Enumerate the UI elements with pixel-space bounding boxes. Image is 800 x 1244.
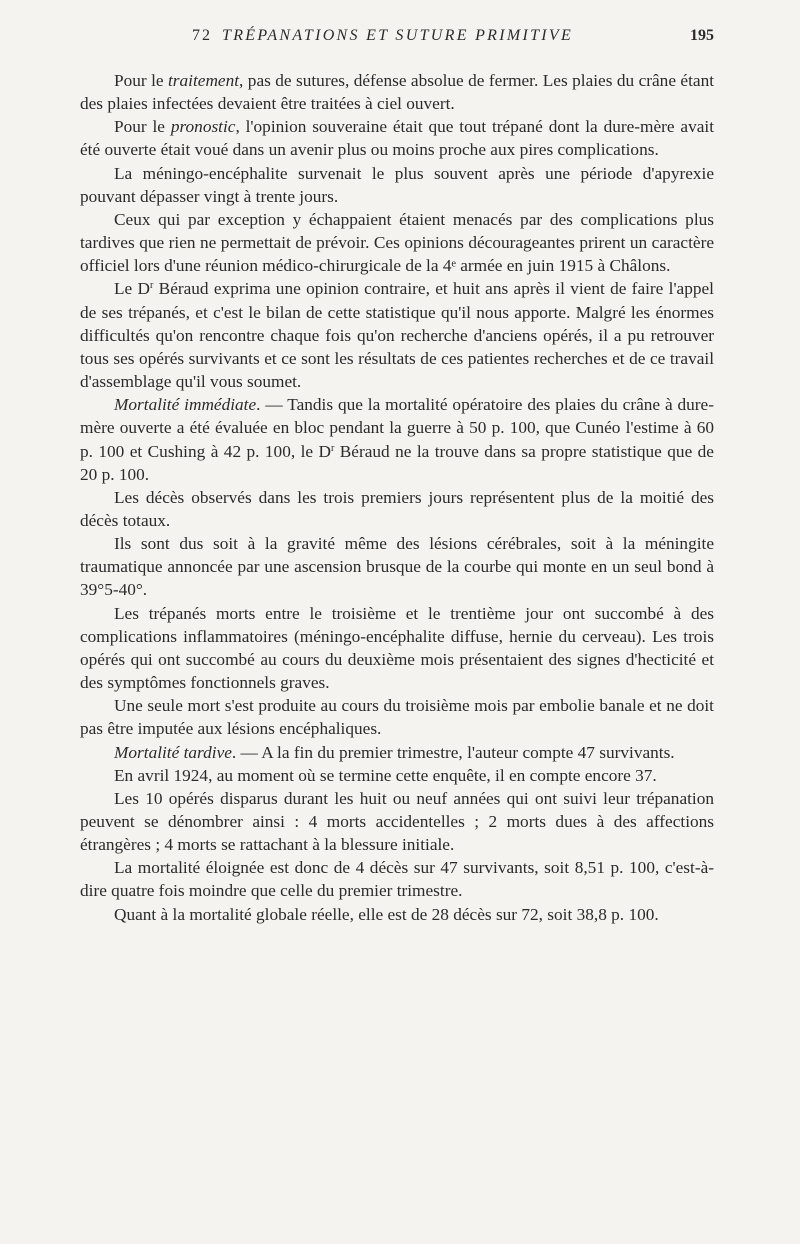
paragraph: Une seule mort s'est produite au cours du troisième mois par embolie banale et ne doit pas être imputée aux lésions encéphaliques. [80,696,714,739]
chapter-number: 72 [192,27,212,44]
paragraph: Les décès observés dans les trois premiers jours représentent plus de la moitié des décès totaux. [80,487,714,530]
page-number: 195 [690,27,714,44]
paragraph-pronostic: Pour le pronostic, l'opinion souveraine était que tout trépané dont la dure-mère avait été ouverte était voué dans un avenir plus ou moins proche aux pires complications. [80,117,714,160]
paragraph: Les trépanés morts entre le troisième et le trentième jour ont succombé à des complications inflammatoires (méningo-encéphalite diffuse, hernie du cerveau). Les trois opérés qui ont succombé au cours du deuxième mois présentaient des signes d'hecticité et des symptômes fonctionnels graves. [80,603,714,693]
body-text [80,69,714,926]
paragraph: Ils sont dus soit à la gravité même des lésions cérébrales, soit à la méningite traumatique annoncée par une ascension brusque de la courbe qui monte en un seul bond à 39°5-40°. [80,534,714,600]
paragraph: Ceux qui par exception y échappaient étaient menacés par des complications plus tardives que rien ne permettait de prévoir. Ces opinions décourageantes prirent un caractère officiel lors d'une réunion médico-chirurgicale de la 4ᵉ armée en juin 1915 à Châlons. [80,209,714,276]
paragraph-traitement: Pour le traitement, pas de sutures, défense absolue de fermer. Les plaies du crâne étant des plaies infectées devaient être traitées à ciel ouvert. [80,71,715,114]
running-header [192,27,714,49]
paragraph: En avril 1924, au moment où se termine cette enquête, il en compte encore 37. [114,765,657,785]
paragraph: Les 10 opérés disparus durant les huit ou neuf années qui ont suivi leur trépanation peuvent se dénombrer ainsi : 4 morts accidentelles ; 2 morts dues à des affections étrangères ; 4 morts se rattachant à la blessure initiale. [80,788,714,855]
paragraph-mortalite-tardive: Mortalité tardive. — A la fin du premier trimestre, l'auteur compte 47 survivants. [114,742,675,762]
paragraph-beraud: Le $D^r$ Béraud exprima une opinion contraire, et huit ans après il vient de faire l'appel de ses trépanés, et c'est le bilan de cette statistique qu'il nous apporte. Malgré les énormes difficultés qu'on rencontre chaque fois qu'on recherche d'anciens opérés, il a pu retrouver tous ses opérés survivants et ce sont les résultats de ces patientes recherches et de ce travail d'assemblage qu'il vous soumet. [80,279,714,392]
paragraph: Quant à la mortalité globale réelle, elle est de 28 décès sur 72, soit 38,8 p. 100. [114,904,659,924]
paragraph: La méningo-encéphalite survenait le plus souvent après une période d'apyrexie pouvant dépasser vingt à trente jours. [80,163,714,206]
paragraph: La mortalité éloignée est donc de 4 décès sur 47 survivants, soit 8,51 p. 100, c'est-à-dire quatre fois moindre que celle du premier trimestre. [80,858,714,901]
paragraph-mortalite-immediate: Mortalité immédiate. — Tandis que la mortalité opératoire des plaies du crâne à dure-mère ouverte a été évaluée en bloc pendant la guerre à 50 p. 100, que Cunéo l'estime à 60 p. 100 et Cushing à 42 p. 100, le $D^r$ Béraud ne la trouve dans sa propre statistique que de 20 p. 100. [80,395,714,484]
running-title: TRÉPANATIONS ET SUTURE PRIMITIVE [222,27,574,44]
